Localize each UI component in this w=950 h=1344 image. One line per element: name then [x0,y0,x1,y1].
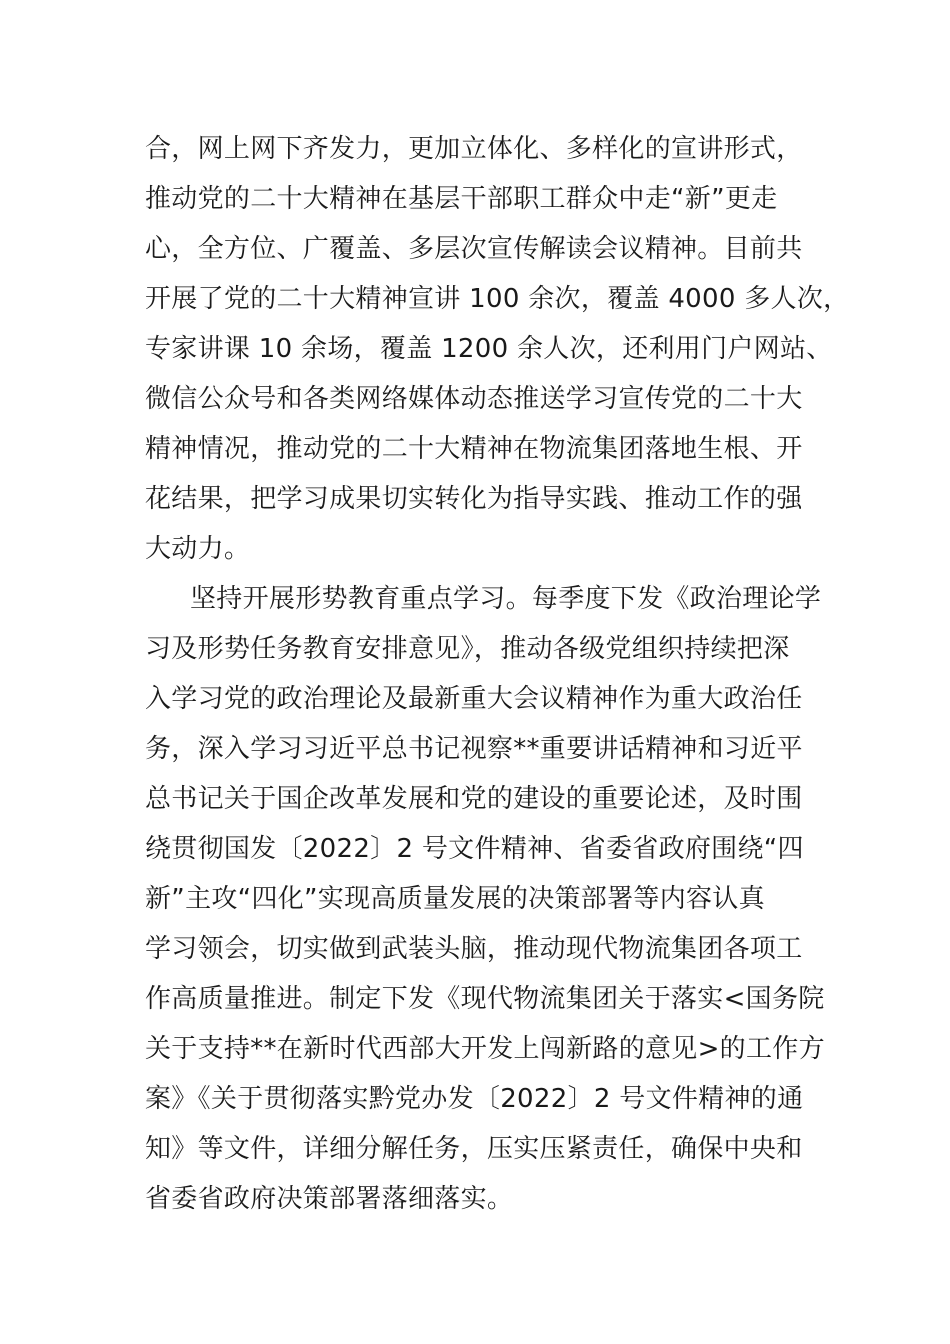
paragraph-line: 微信公众号和各类网络媒体动态推送学习宣传党的二十大 [145,384,803,414]
paragraph-line: 大动力。 [145,534,251,564]
paragraph-line: 心，全方位、广覆盖、多层次宣传解读会议精神。目前共 [145,234,803,264]
paragraph-line: 合，网上网下齐发力，更加立体化、多样化的宣讲形式， [145,134,803,164]
paragraph-line: 新”主攻“四化”实现高质量发展的决策部署等内容认真 [145,884,765,914]
paragraph-line: 开展了党的二十大精神宣讲 100 余次，覆盖 4000 多人次， [145,284,850,314]
paragraph-line: 关于支持**在新时代西部大开发上闯新路的意见>的工作方 [145,1034,825,1064]
paragraph-line: 专家讲课 10 余场，覆盖 1200 余人次，还利用门户网站、 [145,334,833,364]
paragraph-line: 习及形势任务教育安排意见》，推动各级党组织持续把深 [145,634,790,664]
paragraph-line: 总书记关于国企改革发展和党的建设的重要论述，及时围 [145,784,803,814]
paragraph-line: 坚持开展形势教育重点学习。每季度下发《政治理论学 [190,584,822,614]
paragraph-line: 省委省政府决策部署落细落实。 [145,1184,514,1214]
paragraph-line: 务，深入学习习近平总书记视察**重要讲话精神和习近平 [145,734,803,764]
paragraph-line: 绕贯彻国发〔2022〕2 号文件精神、省委省政府围绕“四 [145,834,804,864]
paragraph-line: 学习领会，切实做到武装头脑，推动现代物流集团各项工 [145,934,803,964]
paragraph-line: 入学习党的政治理论及最新重大会议精神作为重大政治任 [145,684,803,714]
paragraph-line: 案》《关于贯彻落实黔党办发〔2022〕2 号文件精神的通 [145,1084,804,1114]
paragraph-line: 知》等文件，详细分解任务，压实压紧责任，确保中央和 [145,1134,803,1164]
paragraph-line: 作高质量推进。制定下发《现代物流集团关于落实<国务院 [145,984,825,1014]
paragraph-line: 精神情况，推动党的二十大精神在物流集团落地生根、开 [145,434,803,464]
paragraph-line: 推动党的二十大精神在基层干部职工群众中走“新”更走 [145,184,778,214]
paragraph-line: 花结果，把学习成果切实转化为指导实践、推动工作的强 [145,484,803,514]
